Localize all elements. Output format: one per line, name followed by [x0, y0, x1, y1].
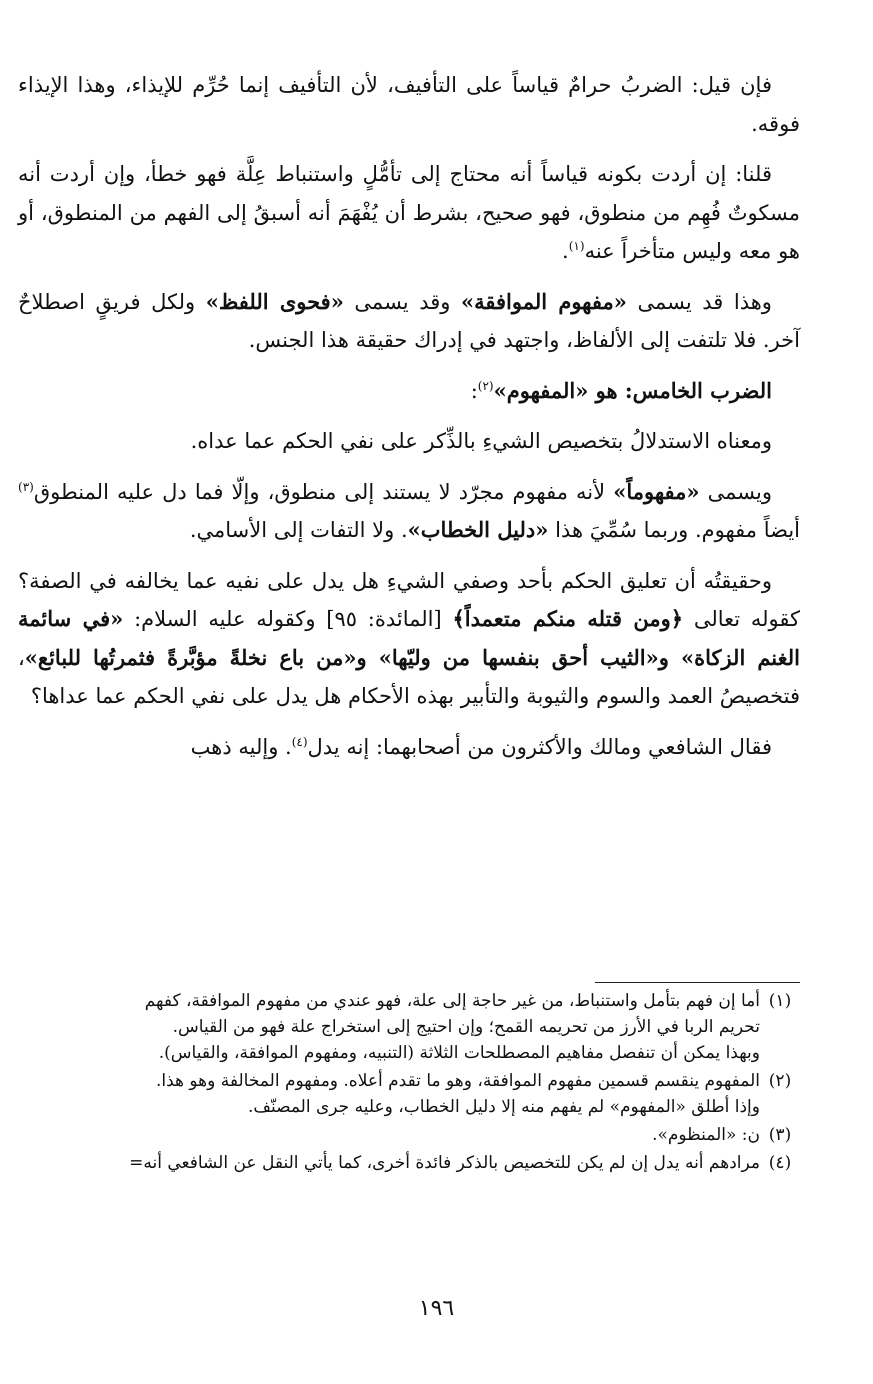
paragraph-1	[18, 66, 800, 143]
quran-quote: ﴿ومن قتله منكم متعمداً﴾	[452, 606, 684, 631]
heading-text: الضرب الخامس: هو «المفهوم»	[493, 377, 772, 403]
paragraph-7-mid: [المائدة: ٩٥] وكقوله عليه السلام:	[134, 607, 442, 631]
term-mafhum: «مفهوماً»	[613, 478, 700, 504]
footnote-2	[0, 1068, 800, 1120]
section-heading	[18, 372, 800, 411]
footnote-3-number: (٣)	[768, 1125, 792, 1145]
footnote-4-number: (٤)	[768, 1153, 792, 1173]
footnotes	[0, 988, 800, 1178]
footnote-1-line-2: تحريم الربا في الأرز من تحريمه القمح؛ وإن احتيج إلى استخراج علة فهو من القياس.	[172, 1017, 760, 1037]
footnote-4-line-1: مرادهم أنه يدل إن لم يكن للتخصيص بالذكر فائدة أخرى، كما يأتي النقل عن الشافعي أنه=	[129, 1153, 760, 1173]
paragraph-6-post: . ولا التفات إلى الأسامي.	[189, 518, 408, 542]
hadith-quotes: «في سائمة الغنم الزكاة» و«الثيب أحق بنفسها من وليّها» و«من باع نخلةً مؤبَّرةً فثمرتُها للبائع»	[18, 606, 800, 670]
paragraph-5-text: ومعناه الاستدلالُ بتخصيص الشيءِ بالذِّكر على نفي الحكم عما عداه.	[190, 429, 772, 453]
paragraph-6-pre: ويسمى	[707, 479, 773, 504]
paragraph-8-pre: فقال الشافعي ومالك والأكثرون من أصحابهما: إنه يدل	[307, 734, 772, 759]
paragraph-3-mid: وقد يسمى	[354, 289, 451, 314]
footnote-1	[0, 988, 800, 1066]
footnote-ref-4: (٤)	[291, 734, 308, 749]
footnote-1-line-1: أما إن فهم بتأمل واستنباط، من غير حاجة إلى علة، فهو عندي من مفهوم الموافقة، كفهم	[144, 991, 760, 1011]
paragraph-7-post: ، فتخصيصُ العمد والسوم والثيوبة والتأبير بهذه الأحكام هل يدل على نفي الحكم عما عداها؟	[18, 645, 800, 708]
footnote-ref-1: (١)	[568, 239, 585, 253]
paragraph-5	[18, 422, 800, 461]
footnote-2-text	[0, 1068, 760, 1120]
footnote-1-line-3: وبهذا يمكن أن تنفصل مفاهيم المصطلحات الثلاثة (التنبيه، ومفهوم الموافقة، والقياس).	[158, 1043, 760, 1063]
footnote-2-line-1: المفهوم ينقسم قسمين مفهوم الموافقة، وهو ما تقدم أعلاه. ومفهوم المخالفة وهو هذا.	[155, 1071, 760, 1091]
paragraph-3-pre: وهذا قد يسمى	[637, 289, 772, 314]
paragraph-3-post: ولكل فريقٍ اصطلاحٌ آخر. فلا تلتفت إلى الألفاظ، واجتهد في إدراك حقيقة هذا الجنس.	[18, 289, 800, 352]
footnote-3-text	[0, 1122, 760, 1148]
footnote-3-line-1: ن: «المنظوم».	[652, 1125, 760, 1145]
footnote-ref-3: (٣)	[18, 479, 34, 494]
paragraph-6-mid: لأنه مفهوم مجرّد لا يستند إلى منطوق، وإلّا فما دل عليه المنطوق	[33, 479, 606, 504]
paragraph-7	[18, 562, 800, 716]
paragraph-3	[18, 283, 800, 360]
footnote-4-text	[0, 1150, 760, 1176]
main-text	[18, 66, 800, 778]
term-mafhum-muwafaqa: «مفهوم الموافقة»	[461, 288, 627, 314]
page-number: ١٩٦	[418, 1296, 455, 1321]
heading-colon: :	[470, 378, 478, 403]
footnote-4	[0, 1150, 800, 1176]
paragraph-8-post: . وإليه ذهب	[190, 734, 292, 759]
paragraph-6-mid2: أيضاً مفهوم. وربما سُمِّيَ هذا	[555, 518, 800, 542]
paragraph-2-text: قلنا: إن أردت بكونه قياساً أنه محتاج إلى تأمُّلٍ واستنباط عِلَّة فهو خطأ، وإن أردت أنه مسكوتٌ فُهِم من منطوق، فهو صحيح، بشرط أن يُفْهَمَ أنه أسبقُ إلى الفهم من المنطوق، أو هو معه وليس متأخراً عنه	[18, 162, 800, 263]
paragraph-2: قلنا: إن أردت بكونه قياساً أنه محتاج إلى تأمُّلٍ واستنباط عِلَّة فهو خطأ، وإن أردت أنه مسكوتٌ فُهِم من منطوق، فهو صحيح، بشرط أن يُفْهَمَ أنه أسبقُ إلى الفهم من المنطوق، أو هو معه وليس متأخراً عنه$^{(١)}$.	[18, 162, 800, 263]
footnote-1-number: (١)	[768, 991, 792, 1011]
paragraph-7-pre: وحقيقتُه أن تعليق الحكم بأحد وصفي الشيءِ هل يدل على نفيه عما يخالفه في الصفة؟ كقوله تعالى	[18, 568, 801, 631]
footnote-2-line-2: وإذا أطلق «المفهوم» لم يفهم منه إلا دليل الخطاب، وعليه جرى المصنّف.	[247, 1097, 760, 1117]
term-dalil-khitab: «دليل الخطاب»	[407, 517, 549, 542]
footnote-1-text	[0, 988, 760, 1066]
footnote-separator	[595, 982, 800, 983]
footnote-3	[0, 1122, 800, 1148]
footnote-2-number: (٢)	[768, 1071, 792, 1091]
paragraph-1-text: فإن قيل: الضربُ حرامٌ قياساً على التأفيف، لأن التأفيف إنما حُرِّم للإيذاء، وهذا الإيذاء فوقه.	[18, 73, 800, 136]
term-fahwa-lafz: «فحوى اللفظ»	[205, 288, 344, 314]
footnote-ref-2: (٢)	[477, 378, 494, 393]
paragraph-8	[18, 728, 800, 767]
paragraph-6	[18, 473, 800, 550]
